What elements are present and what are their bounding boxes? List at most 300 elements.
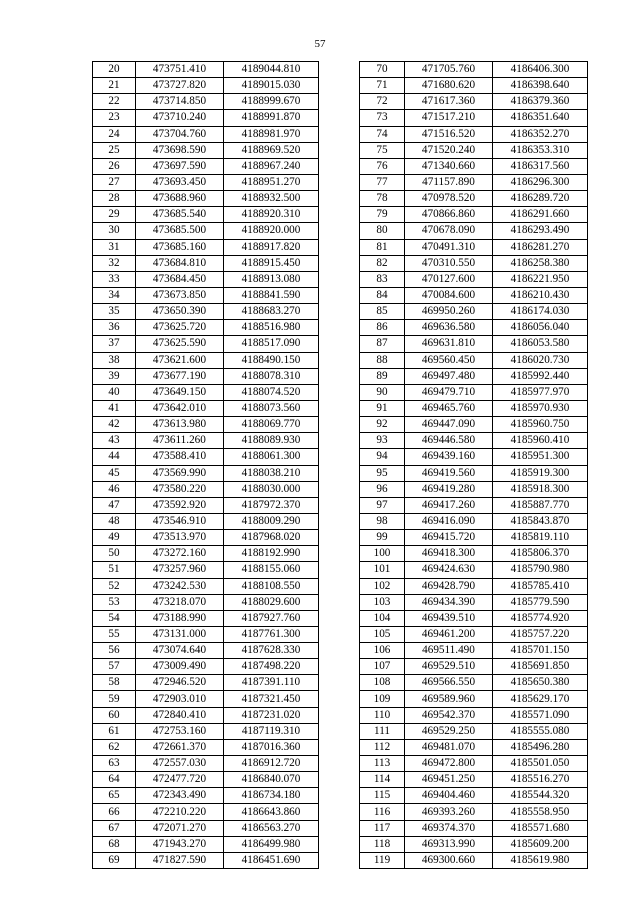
table-row [93,659,319,675]
x-coordinate-cell: 471517.210 [405,110,493,126]
y-coordinate-cell: 4185609.200 [493,836,588,852]
y-coordinate-cell: 4186289.720 [493,191,588,207]
table-row [360,772,588,788]
x-coordinate-cell: 473131.000 [136,626,224,642]
x-coordinate-cell: 473684.450 [136,271,224,287]
y-coordinate-cell: 4186258.380 [493,255,588,271]
point-number-cell: 61 [93,723,136,739]
y-coordinate-cell: 4186912.720 [224,756,319,772]
table-row [360,191,588,207]
point-number-cell: 28 [93,191,136,207]
point-number-cell: 29 [93,207,136,223]
table-row [93,772,319,788]
x-coordinate-cell: 470491.310 [405,239,493,255]
x-coordinate-cell: 473569.990 [136,465,224,481]
x-coordinate-cell: 469560.450 [405,352,493,368]
table-row [93,255,319,271]
x-coordinate-cell: 469529.510 [405,659,493,675]
point-number-cell: 79 [360,207,405,223]
y-coordinate-cell: 4187972.370 [224,497,319,513]
point-number-cell: 63 [93,756,136,772]
x-coordinate-cell: 472946.520 [136,675,224,691]
y-coordinate-cell: 4186174.030 [493,304,588,320]
x-coordinate-cell: 471516.520 [405,126,493,142]
point-number-cell: 103 [360,594,405,610]
y-coordinate-cell: 4186398.640 [493,78,588,94]
point-number-cell: 85 [360,304,405,320]
x-coordinate-cell: 472210.220 [136,804,224,820]
table-row [360,562,588,578]
x-coordinate-cell: 469439.160 [405,449,493,465]
y-coordinate-cell: 4188490.150 [224,352,319,368]
point-number-cell: 96 [360,481,405,497]
x-coordinate-cell: 473693.450 [136,174,224,190]
table-row [93,836,319,852]
table-row [360,723,588,739]
point-number-cell: 59 [93,691,136,707]
y-coordinate-cell: 4188089.930 [224,433,319,449]
point-number-cell: 90 [360,384,405,400]
x-coordinate-cell: 472071.270 [136,820,224,836]
point-number-cell: 30 [93,223,136,239]
y-coordinate-cell: 4188999.670 [224,94,319,110]
table-row [360,481,588,497]
y-coordinate-cell: 4186293.490 [493,223,588,239]
y-coordinate-cell: 4188061.300 [224,449,319,465]
x-coordinate-cell: 473625.720 [136,320,224,336]
x-coordinate-cell: 469424.630 [405,562,493,578]
x-coordinate-cell: 469479.710 [405,384,493,400]
y-coordinate-cell: 4189044.810 [224,62,319,78]
point-number-cell: 84 [360,287,405,303]
table-row [93,530,319,546]
x-coordinate-cell: 473684.810 [136,255,224,271]
y-coordinate-cell: 4187119.310 [224,723,319,739]
x-coordinate-cell: 473074.640 [136,643,224,659]
y-coordinate-cell: 4188030.000 [224,481,319,497]
table-row [93,417,319,433]
x-coordinate-cell: 469631.810 [405,336,493,352]
y-coordinate-cell: 4186352.270 [493,126,588,142]
x-coordinate-cell: 469428.790 [405,578,493,594]
table-row [93,804,319,820]
table-row [360,384,588,400]
y-coordinate-cell: 4189015.030 [224,78,319,94]
y-coordinate-cell: 4186056.040 [493,320,588,336]
y-coordinate-cell: 4185571.680 [493,820,588,836]
y-coordinate-cell: 4185496.280 [493,739,588,755]
table-row [360,271,588,287]
table-row [360,433,588,449]
x-coordinate-cell: 473642.010 [136,400,224,416]
y-coordinate-cell: 4185650.380 [493,675,588,691]
y-coordinate-cell: 4187016.360 [224,739,319,755]
y-coordinate-cell: 4185843.870 [493,513,588,529]
table-row [93,126,319,142]
point-number-cell: 54 [93,610,136,626]
x-coordinate-cell: 469451.250 [405,772,493,788]
point-number-cell: 70 [360,62,405,78]
table-row [360,94,588,110]
y-coordinate-cell: 4185516.270 [493,772,588,788]
y-coordinate-cell: 4187761.300 [224,626,319,642]
y-coordinate-cell: 4188683.270 [224,304,319,320]
y-coordinate-cell: 4185951.300 [493,449,588,465]
table-row [93,304,319,320]
point-number-cell: 38 [93,352,136,368]
x-coordinate-cell: 469313.990 [405,836,493,852]
x-coordinate-cell: 470127.600 [405,271,493,287]
x-coordinate-cell: 473697.590 [136,158,224,174]
x-coordinate-cell: 469419.280 [405,481,493,497]
point-number-cell: 23 [93,110,136,126]
y-coordinate-cell: 4186379.360 [493,94,588,110]
table-row [360,336,588,352]
x-coordinate-cell: 473580.220 [136,481,224,497]
point-number-cell: 99 [360,530,405,546]
x-coordinate-cell: 469417.260 [405,497,493,513]
y-coordinate-cell: 4185558.950 [493,804,588,820]
y-coordinate-cell: 4186317.560 [493,158,588,174]
point-number-cell: 106 [360,643,405,659]
table-row [93,707,319,723]
y-coordinate-cell: 4186840.070 [224,772,319,788]
table-row [93,739,319,755]
x-coordinate-cell: 469481.070 [405,739,493,755]
y-coordinate-cell: 4185571.090 [493,707,588,723]
point-number-cell: 26 [93,158,136,174]
y-coordinate-cell: 4185774.920 [493,610,588,626]
y-coordinate-cell: 4188917.820 [224,239,319,255]
x-coordinate-cell: 471827.590 [136,852,224,868]
y-coordinate-cell: 4188192.990 [224,546,319,562]
point-number-cell: 47 [93,497,136,513]
x-coordinate-cell: 469636.580 [405,320,493,336]
point-number-cell: 45 [93,465,136,481]
point-number-cell: 22 [93,94,136,110]
table-row [360,352,588,368]
y-coordinate-cell: 4188841.590 [224,287,319,303]
table-row [360,659,588,675]
y-coordinate-cell: 4185806.370 [493,546,588,562]
table-row [360,287,588,303]
y-coordinate-cell: 4185501.050 [493,756,588,772]
table-row [93,449,319,465]
point-number-cell: 43 [93,433,136,449]
table-row [93,142,319,158]
x-coordinate-cell: 473621.600 [136,352,224,368]
point-number-cell: 21 [93,78,136,94]
x-coordinate-cell: 473613.980 [136,417,224,433]
point-number-cell: 69 [93,852,136,868]
y-coordinate-cell: 4187231.020 [224,707,319,723]
table-row [93,223,319,239]
point-number-cell: 113 [360,756,405,772]
x-coordinate-cell: 472903.010 [136,691,224,707]
table-row [93,110,319,126]
point-number-cell: 51 [93,562,136,578]
x-coordinate-cell: 469529.250 [405,723,493,739]
x-coordinate-cell: 469461.200 [405,626,493,642]
point-number-cell: 114 [360,772,405,788]
point-number-cell: 112 [360,739,405,755]
table-row [93,643,319,659]
table-row [360,707,588,723]
table-row [360,852,588,868]
y-coordinate-cell: 4188029.600 [224,594,319,610]
x-coordinate-cell: 471617.360 [405,94,493,110]
x-coordinate-cell: 473688.960 [136,191,224,207]
point-number-cell: 105 [360,626,405,642]
point-number-cell: 75 [360,142,405,158]
table-row [360,820,588,836]
point-number-cell: 93 [360,433,405,449]
x-coordinate-cell: 469419.560 [405,465,493,481]
table-row [93,62,319,78]
table-row [360,643,588,659]
x-coordinate-cell: 473546.910 [136,513,224,529]
point-number-cell: 83 [360,271,405,287]
point-number-cell: 91 [360,400,405,416]
point-number-cell: 53 [93,594,136,610]
point-number-cell: 66 [93,804,136,820]
table-row [93,465,319,481]
table-row [360,368,588,384]
y-coordinate-cell: 4186053.580 [493,336,588,352]
point-number-cell: 108 [360,675,405,691]
y-coordinate-cell: 4185691.850 [493,659,588,675]
table-row [360,788,588,804]
x-coordinate-cell: 469589.960 [405,691,493,707]
table-row [360,207,588,223]
table-row [360,675,588,691]
y-coordinate-cell: 4185819.110 [493,530,588,546]
point-number-cell: 57 [93,659,136,675]
y-coordinate-cell: 4186221.950 [493,271,588,287]
table-row [360,158,588,174]
y-coordinate-cell: 4186563.270 [224,820,319,836]
point-number-cell: 89 [360,368,405,384]
table-row [93,594,319,610]
table-row [93,691,319,707]
x-coordinate-cell: 469446.580 [405,433,493,449]
table-row [93,513,319,529]
table-row [93,756,319,772]
y-coordinate-cell: 4188009.290 [224,513,319,529]
y-coordinate-cell: 4185785.410 [493,578,588,594]
point-number-cell: 116 [360,804,405,820]
y-coordinate-cell: 4185779.590 [493,594,588,610]
table-row [93,578,319,594]
table-row [360,417,588,433]
y-coordinate-cell: 4186406.300 [493,62,588,78]
y-coordinate-cell: 4188038.210 [224,465,319,481]
x-coordinate-cell: 471943.270 [136,836,224,852]
table-row [93,336,319,352]
y-coordinate-cell: 4187498.220 [224,659,319,675]
y-coordinate-cell: 4185790.980 [493,562,588,578]
table-row [93,239,319,255]
table-row [93,352,319,368]
table-row [93,207,319,223]
y-coordinate-cell: 4185992.440 [493,368,588,384]
table-row [360,126,588,142]
y-coordinate-cell: 4187391.110 [224,675,319,691]
point-number-cell: 119 [360,852,405,868]
point-number-cell: 118 [360,836,405,852]
x-coordinate-cell: 469465.760 [405,400,493,416]
point-number-cell: 52 [93,578,136,594]
table-row [93,191,319,207]
table-row [360,304,588,320]
y-coordinate-cell: 4188073.560 [224,400,319,416]
table-row [93,433,319,449]
point-number-cell: 34 [93,287,136,303]
table-row [93,562,319,578]
point-number-cell: 100 [360,546,405,562]
table-row [93,610,319,626]
point-number-cell: 44 [93,449,136,465]
x-coordinate-cell: 473009.490 [136,659,224,675]
point-number-cell: 117 [360,820,405,836]
x-coordinate-cell: 469418.300 [405,546,493,562]
x-coordinate-cell: 473272.160 [136,546,224,562]
point-number-cell: 115 [360,788,405,804]
x-coordinate-cell: 469393.260 [405,804,493,820]
y-coordinate-cell: 4185918.300 [493,481,588,497]
x-coordinate-cell: 469415.720 [405,530,493,546]
point-number-cell: 49 [93,530,136,546]
x-coordinate-cell: 472343.490 [136,788,224,804]
point-number-cell: 71 [360,78,405,94]
table-row [360,804,588,820]
x-coordinate-cell: 469300.660 [405,852,493,868]
y-coordinate-cell: 4185960.750 [493,417,588,433]
y-coordinate-cell: 4188920.310 [224,207,319,223]
point-number-cell: 48 [93,513,136,529]
point-number-cell: 88 [360,352,405,368]
table-row [360,142,588,158]
x-coordinate-cell: 469497.480 [405,368,493,384]
point-number-cell: 68 [93,836,136,852]
table-row [93,158,319,174]
x-coordinate-cell: 469447.090 [405,417,493,433]
page-number: 57 [314,38,326,50]
point-number-cell: 65 [93,788,136,804]
x-coordinate-cell: 469472.800 [405,756,493,772]
point-number-cell: 94 [360,449,405,465]
point-number-cell: 109 [360,691,405,707]
x-coordinate-cell: 473673.850 [136,287,224,303]
point-number-cell: 46 [93,481,136,497]
table-row [360,255,588,271]
point-number-cell: 27 [93,174,136,190]
table-row [93,497,319,513]
y-coordinate-cell: 4188951.270 [224,174,319,190]
table-row [360,320,588,336]
table-row [360,691,588,707]
table-row [360,530,588,546]
point-number-cell: 39 [93,368,136,384]
coordinates-table-right-body [360,62,588,869]
point-number-cell: 72 [360,94,405,110]
point-number-cell: 102 [360,578,405,594]
table-row [93,320,319,336]
table-row [93,788,319,804]
x-coordinate-cell: 469434.390 [405,594,493,610]
x-coordinate-cell: 470866.860 [405,207,493,223]
point-number-cell: 78 [360,191,405,207]
y-coordinate-cell: 4185619.980 [493,852,588,868]
table-row [360,739,588,755]
table-row [360,239,588,255]
point-number-cell: 76 [360,158,405,174]
point-number-cell: 50 [93,546,136,562]
table-row [93,174,319,190]
table-row [360,110,588,126]
point-number-cell: 35 [93,304,136,320]
point-number-cell: 92 [360,417,405,433]
x-coordinate-cell: 469439.510 [405,610,493,626]
x-coordinate-cell: 473698.590 [136,142,224,158]
x-coordinate-cell: 469950.260 [405,304,493,320]
x-coordinate-cell: 473188.990 [136,610,224,626]
y-coordinate-cell: 4188920.000 [224,223,319,239]
table-row [360,756,588,772]
point-number-cell: 41 [93,400,136,416]
table-row [360,836,588,852]
x-coordinate-cell: 472840.410 [136,707,224,723]
coordinates-table-right [359,61,588,869]
x-coordinate-cell: 469404.460 [405,788,493,804]
point-number-cell: 67 [93,820,136,836]
y-coordinate-cell: 4185919.300 [493,465,588,481]
x-coordinate-cell: 472753.160 [136,723,224,739]
table-row [360,610,588,626]
point-number-cell: 104 [360,610,405,626]
point-number-cell: 31 [93,239,136,255]
x-coordinate-cell: 473710.240 [136,110,224,126]
y-coordinate-cell: 4188991.870 [224,110,319,126]
point-number-cell: 20 [93,62,136,78]
x-coordinate-cell: 473649.150 [136,384,224,400]
y-coordinate-cell: 4186291.660 [493,207,588,223]
x-coordinate-cell: 470084.600 [405,287,493,303]
point-number-cell: 24 [93,126,136,142]
y-coordinate-cell: 4186451.690 [224,852,319,868]
x-coordinate-cell: 473592.920 [136,497,224,513]
x-coordinate-cell: 471340.660 [405,158,493,174]
y-coordinate-cell: 4185960.410 [493,433,588,449]
point-number-cell: 95 [360,465,405,481]
table-row [93,271,319,287]
point-number-cell: 33 [93,271,136,287]
point-number-cell: 97 [360,497,405,513]
x-coordinate-cell: 469542.370 [405,707,493,723]
point-number-cell: 55 [93,626,136,642]
table-row [360,400,588,416]
y-coordinate-cell: 4187968.020 [224,530,319,546]
x-coordinate-cell: 473751.410 [136,62,224,78]
point-number-cell: 107 [360,659,405,675]
y-coordinate-cell: 4188069.770 [224,417,319,433]
x-coordinate-cell: 469374.370 [405,820,493,836]
x-coordinate-cell: 469566.550 [405,675,493,691]
x-coordinate-cell: 473714.850 [136,94,224,110]
x-coordinate-cell: 471157.890 [405,174,493,190]
point-number-cell: 36 [93,320,136,336]
y-coordinate-cell: 4188155.060 [224,562,319,578]
